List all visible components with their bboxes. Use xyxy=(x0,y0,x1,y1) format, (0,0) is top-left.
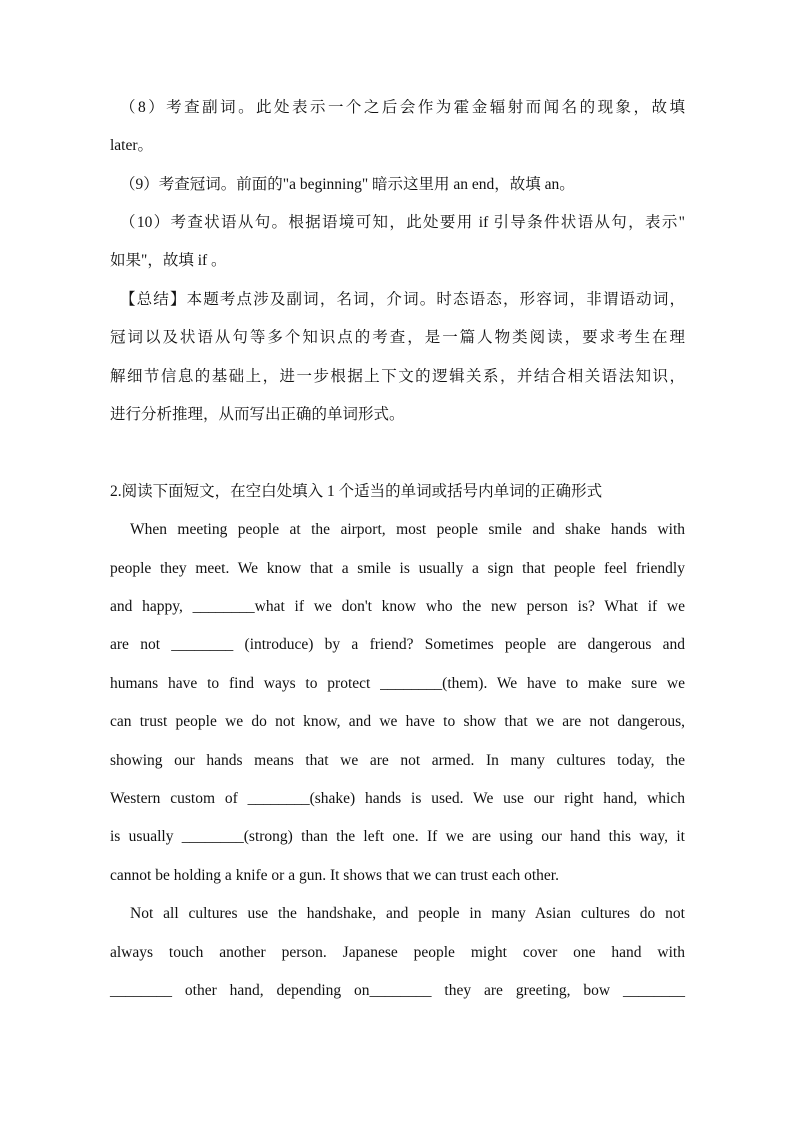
summary-line: 解细节信息的基础上，进一步根据上下文的逻辑关系，并结合相关语法知识， xyxy=(110,368,685,385)
passage-line: are not ________ (introduce) by a friend? Sometimes people are dangerous and xyxy=(110,636,685,653)
passage-line: ________ other hand, depending on________ they are greeting, bow ________ xyxy=(110,982,685,999)
answer-10-continued: 如果"，故填 if 。 xyxy=(110,252,227,269)
summary-line: 进行分析推理，从而写出正确的单词形式。 xyxy=(110,406,405,423)
passage-line: people they meet. We know that a smile is usually a sign that people feel friendly xyxy=(110,560,685,577)
question-2-heading: 2.阅读下面短文，在空白处填入 1 个适当的单词或括号内单词的正确形式 xyxy=(110,483,603,500)
passage-line: When meeting people at the airport, most people smile and shake hands with xyxy=(130,521,685,538)
passage-line: Not all cultures use the handshake, and people in many Asian cultures do not xyxy=(130,905,685,922)
passage-line: always touch another person. Japanese people might cover one hand with xyxy=(110,944,685,961)
summary-line: 【总结】本题考点涉及副词，名词，介词。时态语态，形容词，非谓语动词， xyxy=(120,291,685,308)
answer-9-line: （9）考查冠词。前面的"a beginning" 暗示这里用 an end，故填 an。 xyxy=(120,176,575,193)
passage-line: can trust people we do not know, and we have to show that we are not dangerous, xyxy=(110,713,685,730)
passage-line: Western custom of ________(shake) hands is used. We use our right hand, which xyxy=(110,790,685,807)
passage-line: is usually ________(strong) than the left one. If we are using our hand this way, it xyxy=(110,828,685,845)
answer-8-line: （8）考查副词。此处表示一个之后会作为霍金辐射而闻名的现象，故填 xyxy=(120,99,685,116)
passage-line: cannot be holding a knife or a gun. It shows that we can trust each other. xyxy=(110,867,559,884)
passage-line: showing our hands means that we are not armed. In many cultures today, the xyxy=(110,752,685,769)
answer-10-line: （10）考查状语从句。根据语境可知，此处要用 if 引导条件状语从句，表示" xyxy=(120,214,685,231)
answer-8-continued: later。 xyxy=(110,137,154,154)
summary-line: 冠词以及状语从句等多个知识点的考查，是一篇人物类阅读，要求考生在理 xyxy=(110,329,685,346)
passage-line: and happy, ________what if we don't know who the new person is? What if we xyxy=(110,598,685,615)
passage-line: humans have to find ways to protect ________(them). We have to make sure we xyxy=(110,675,685,692)
